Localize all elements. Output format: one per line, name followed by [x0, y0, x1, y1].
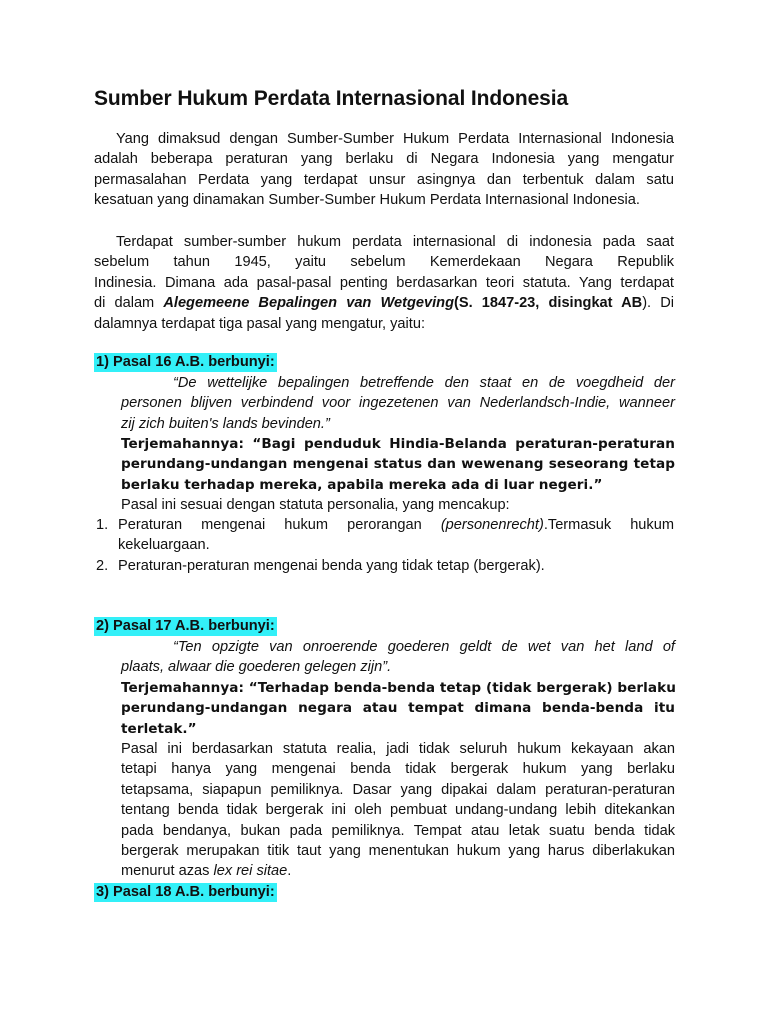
intro-paragraph	[94, 129, 674, 211]
paragraph-line: Yang dimaksud dengan Sumber-Sumber Hukum Perdata Internasional Indonesia	[116, 131, 674, 147]
body-line: bergerak merupakan titik taut yang menentukan hukum yang harus diberlakukan	[121, 843, 675, 860]
text-run: .	[287, 863, 292, 880]
text-run: menurut azas	[121, 863, 214, 880]
quote-line: plaats, alwaar die goederen gelegen zijn”.	[121, 659, 392, 676]
pasal-18-heading: 3) Pasal 18 A.B. berbunyi:	[96, 884, 275, 900]
ab-citation-text: (S. 1847-23, disingkat AB	[453, 295, 643, 312]
sources-paragraph	[94, 232, 674, 334]
translation-line: terletak.”	[121, 720, 197, 737]
text-run: di dalam	[94, 295, 164, 312]
body-line: tetapi hanya yang mengenai benda tidak bergerak hukum yang berlaku	[121, 761, 675, 778]
list-line	[118, 515, 674, 535]
list-number: 1.	[96, 517, 109, 533]
italic-term: (personenrecht)	[440, 517, 544, 533]
translation-line: Terjemahannya: “Terhadap benda-benda tetap (tidak bergerak) berlaku	[121, 680, 676, 696]
text-run: ). Di	[642, 295, 674, 312]
quote-line: “De wettelijke bepalingen betreffende den staat en de voegdheid der	[173, 375, 675, 391]
pasal-16-heading: 1) Pasal 16 A.B. berbunyi:	[96, 354, 275, 370]
translation-line: Terjemahannya: “Bagi penduduk Hindia-Belanda peraturan-peraturan	[121, 436, 675, 452]
italic-term: lex rei sitae	[213, 863, 288, 880]
translation-line: perundang-undangan negara atau tempat dimana benda-benda itu	[121, 700, 675, 717]
paragraph-line: sebelum tahun 1945, yaitu sebelum Kemerdekaan Negara Republik	[94, 254, 674, 271]
list-number: 2.	[96, 557, 109, 574]
quote-line: “Ten opzigte van onroerende goederen geldt de wet van het land of	[173, 639, 675, 655]
body-line: tentang benda tidak bergerak ini oleh pembuat undang-undang lebih ditekankan	[121, 802, 675, 819]
paragraph-line: Indinesia. Dimana ada pasal-pasal penting berdasarkan teori statuta. Yang terdapat	[94, 274, 674, 291]
pasal-17-quote	[121, 637, 675, 678]
paragraph-line: Terdapat sumber-sumber hukum perdata internasional di indonesia pada saat	[116, 234, 674, 250]
list-item	[96, 515, 674, 556]
paragraph-line: dalamnya terdapat tiga pasal yang mengatur, yaitu:	[94, 315, 426, 332]
text-run: Peraturan mengenai hukum perorangan	[118, 517, 441, 533]
page-title: Sumber Hukum Perdata Internasional Indonesia	[94, 87, 569, 110]
ab-title-text: Alegemeene Bepalingen van Wetgeving	[163, 295, 454, 312]
pasal-16-note	[121, 495, 675, 515]
body-line: tetapsama, siapapun pemiliknya. Dasar yang dipakai dalam peraturan-peraturan	[121, 781, 675, 798]
paragraph-line: kesatuan yang dinamakan Sumber-Sumber Hukum Perdata Internasional Indonesia.	[94, 192, 640, 209]
paragraph-line: adalah beberapa peraturan yang berlaku di Negara Indonesia yang mengatur	[94, 151, 674, 168]
body-line	[121, 861, 675, 881]
pasal-16-translation	[121, 434, 675, 495]
quote-line: personen blijven verbindend voor ingezetenen van Nederlandsch-Indie, wanneer	[121, 395, 675, 412]
paragraph-line	[94, 293, 674, 313]
pasal-16-list	[96, 515, 674, 576]
pasal-16-quote	[121, 373, 675, 434]
list-line: Peraturan-peraturan mengenai benda yang tidak tetap (bergerak).	[118, 557, 545, 574]
pasal-17-translation	[121, 678, 675, 739]
note-line: Pasal ini sesuai dengan statuta personalia, yang mencakup:	[121, 497, 510, 513]
paragraph-line: permasalahan Perdata yang terdapat unsur asingnya dan terbentuk dalam satu	[94, 171, 674, 188]
body-line: pada bendanya, bukan pada pemiliknya. Tempat atau letak suatu benda tidak	[121, 822, 675, 839]
text-run: .Termasuk hukum	[543, 517, 674, 533]
translation-line: berlaku terhadap mereka, apabila mereka ada di luar negeri.”	[121, 476, 603, 493]
quote-line: zij zich buiten's lands bevinden.”	[121, 415, 330, 432]
pasal-17-body	[121, 739, 675, 882]
pasal-17-heading: 2) Pasal 17 A.B. berbunyi:	[96, 618, 275, 634]
list-item	[96, 556, 674, 576]
translation-line: perundang-undangan mengenai status dan wewenang seseorang tetap	[121, 456, 675, 473]
body-line: Pasal ini berdasarkan statuta realia, jadi tidak seluruh hukum kekayaan akan	[121, 741, 675, 757]
list-line: kekeluargaan.	[118, 537, 210, 554]
